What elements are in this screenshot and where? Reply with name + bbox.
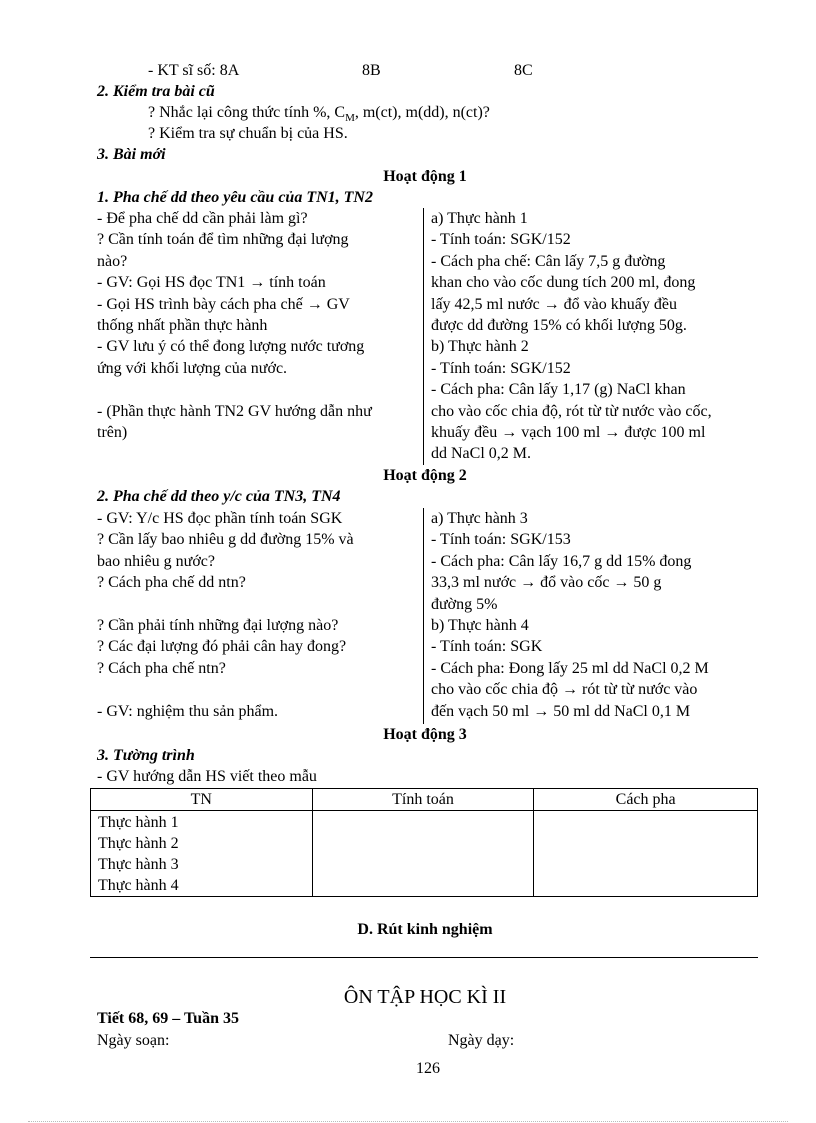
activity-1-right-line: a) Thực hành 1: [431, 210, 528, 227]
report-row-label: Thực hành 2: [98, 835, 179, 852]
activity-1-right-line: - Cách pha: Cân lấy 1,17 (g) NaCl khan: [431, 381, 686, 399]
activity-2-right-column: [431, 508, 709, 722]
activity-1-right-line: khuấy đều → vạch 100 ml → được 100 ml: [431, 423, 706, 441]
activity-1-right-line: - Tính toán: SGK/152: [431, 359, 571, 377]
teach-date-label: Ngày dạy:: [448, 1032, 515, 1049]
question-1-prefix: ? Nhắc lại công thức tính %, C: [148, 104, 346, 121]
review-title: ÔN TẬP HỌC KÌ II: [343, 986, 507, 1008]
activity-2-title: 2. Pha chế dd theo y/c của TN3, TN4: [97, 488, 341, 505]
lesson-week-label: Tiết 68, 69 – Tuần 35: [97, 1010, 239, 1027]
class-8c-label: 8C: [514, 62, 533, 79]
activity-1-left-line: ứng với khối lượng của nước.: [97, 359, 288, 377]
activity-1-right-line: cho vào cốc chia độ, rót từ từ nước vào cốc,: [431, 402, 712, 420]
activity-2-right-line: đường 5%: [431, 595, 498, 613]
activity-3-title: 3. Tường trình: [97, 747, 195, 764]
section-new-lesson-title: 3. Bài mới: [97, 146, 166, 163]
activity-1-right-line: được dd đường 15% có khối lượng 50g.: [431, 316, 687, 334]
activity-1-left-line: - GV: Gọi HS đọc TN1 → tính toán: [97, 274, 326, 292]
activity-1-left-line: - Để pha chế dd cần phải làm gì?: [97, 210, 308, 227]
report-row-label: Thực hành 4: [98, 877, 179, 894]
activity-2-left-line: [97, 594, 354, 615]
activity-2-heading: Hoạt động 2: [383, 467, 467, 484]
activity-2-right-line: - Tính toán: SGK/153: [431, 531, 571, 549]
activity-1-left-line: [97, 379, 372, 400]
activity-1-left-line: - GV lưu ý có thể đong lượng nước tương: [97, 338, 365, 356]
activity-1-right-column: [431, 208, 712, 465]
report-table: [90, 788, 758, 897]
activity-1-right-line: - Cách pha chế: Cân lấy 7,5 g đường: [431, 252, 666, 270]
activity-1-column-divider: [423, 208, 424, 465]
activity-2-left-line: - GV: nghiệm thu sản phẩm.: [97, 702, 279, 720]
class-8b-label: 8B: [362, 62, 381, 79]
activity-2-right-line: đến vạch 50 ml → 50 ml dd NaCl 0,1 M: [431, 702, 691, 720]
activity-2-right-line: a) Thực hành 3: [431, 510, 528, 527]
report-header-method: Cách pha: [534, 789, 758, 811]
class-attendance-label: - KT sĩ số: 8A: [148, 62, 240, 79]
report-header-tn: TN: [91, 789, 313, 811]
activity-1-right-line: - Tính toán: SGK/152: [431, 231, 571, 249]
report-calculation-cell: [312, 811, 534, 897]
report-row-label: Thực hành 1: [98, 814, 179, 831]
activity-2-left-line: ? Cần phải tính những đại lượng nào?: [97, 616, 339, 634]
activity-1-left-line: - (Phần thực hành TN2 GV hướng dẫn như: [97, 402, 372, 420]
activity-2-left-line: [97, 679, 354, 700]
activity-1-left-line: nào?: [97, 252, 128, 270]
section-divider-line: [90, 957, 758, 958]
activity-1-left-line: ? Cần tính toán để tìm những đại lượng: [97, 231, 349, 249]
activity-2-left-line: bao nhiêu g nước?: [97, 552, 215, 570]
activity-1-left-column: [97, 208, 372, 443]
section-old-lesson-title: 2. Kiểm tra bài cũ: [97, 83, 215, 100]
activity-1-right-line: khan cho vào cốc dung tích 200 ml, đong: [431, 274, 696, 292]
activity-2-right-line: - Tính toán: SGK: [431, 638, 543, 656]
question-1-subscript: M: [345, 112, 355, 125]
activity-2-left-column: [97, 508, 354, 722]
report-row-label: Thực hành 3: [98, 856, 179, 873]
activity-2-left-line: ? Cần lấy bao nhiêu g dd đường 15% và: [97, 531, 354, 549]
report-table-body-row: [91, 811, 758, 897]
activity-1-heading: Hoạt động 1: [383, 168, 467, 185]
activity-2-right-line: - Cách pha: Đong lấy 25 ml dd NaCl 0,2 M: [431, 659, 709, 677]
report-header-calculation: Tính toán: [312, 789, 534, 811]
activity-1-right-line: b) Thực hành 2: [431, 338, 529, 356]
prep-date-label: Ngày soạn:: [97, 1032, 170, 1049]
question-1-suffix: , m(ct), m(dd), n(ct)?: [354, 104, 490, 121]
activity-2-right-line: cho vào cốc chia độ → rót từ từ nước vào: [431, 681, 698, 699]
report-method-cell: [534, 811, 758, 897]
page-bottom-rule: [28, 1121, 788, 1122]
activity-3-heading: Hoạt động 3: [383, 726, 467, 743]
activity-2-right-line: b) Thực hành 4: [431, 616, 529, 634]
activity-2-right-line: - Cách pha: Cân lấy 16,7 g dd 15% đong: [431, 552, 692, 570]
section-d-title: D. Rút kinh nghiệm: [357, 921, 493, 938]
activity-2-left-line: - GV: Y/c HS đọc phần tính toán SGK: [97, 510, 343, 527]
activity-2-left-line: ? Cách pha chế dd ntn?: [97, 574, 246, 592]
activity-1-left-line: thống nhất phần thực hành: [97, 316, 268, 334]
report-tn-cell: [91, 811, 313, 897]
activity-2-left-line: ? Các đại lượng đó phải cân hay đong?: [97, 638, 347, 656]
activity-1-title: 1. Pha chế dd theo yêu cầu của TN1, TN2: [97, 189, 373, 206]
report-table-header-row: [91, 789, 758, 811]
activity-2-right-line: 33,3 ml nước → đổ vào cốc → 50 g: [431, 574, 662, 592]
activity-1-right-line: dd NaCl 0,2 M.: [431, 445, 531, 463]
activity-1-right-line: lấy 42,5 ml nước → đổ vào khuấy đều: [431, 295, 677, 313]
activity-1-left-line: trên): [97, 423, 128, 441]
old-lesson-question-2: ? Kiểm tra sự chuẩn bị của HS.: [148, 125, 348, 142]
activity-1-left-line: - Gọi HS trình bày cách pha chế → GV: [97, 295, 350, 313]
page-number: 126: [416, 1060, 440, 1077]
activity-2-left-line: ? Cách pha chế ntn?: [97, 659, 226, 677]
activity-2-column-divider: [423, 508, 424, 724]
activity-3-instruction: - GV hướng dẫn HS viết theo mẫu: [97, 768, 317, 785]
